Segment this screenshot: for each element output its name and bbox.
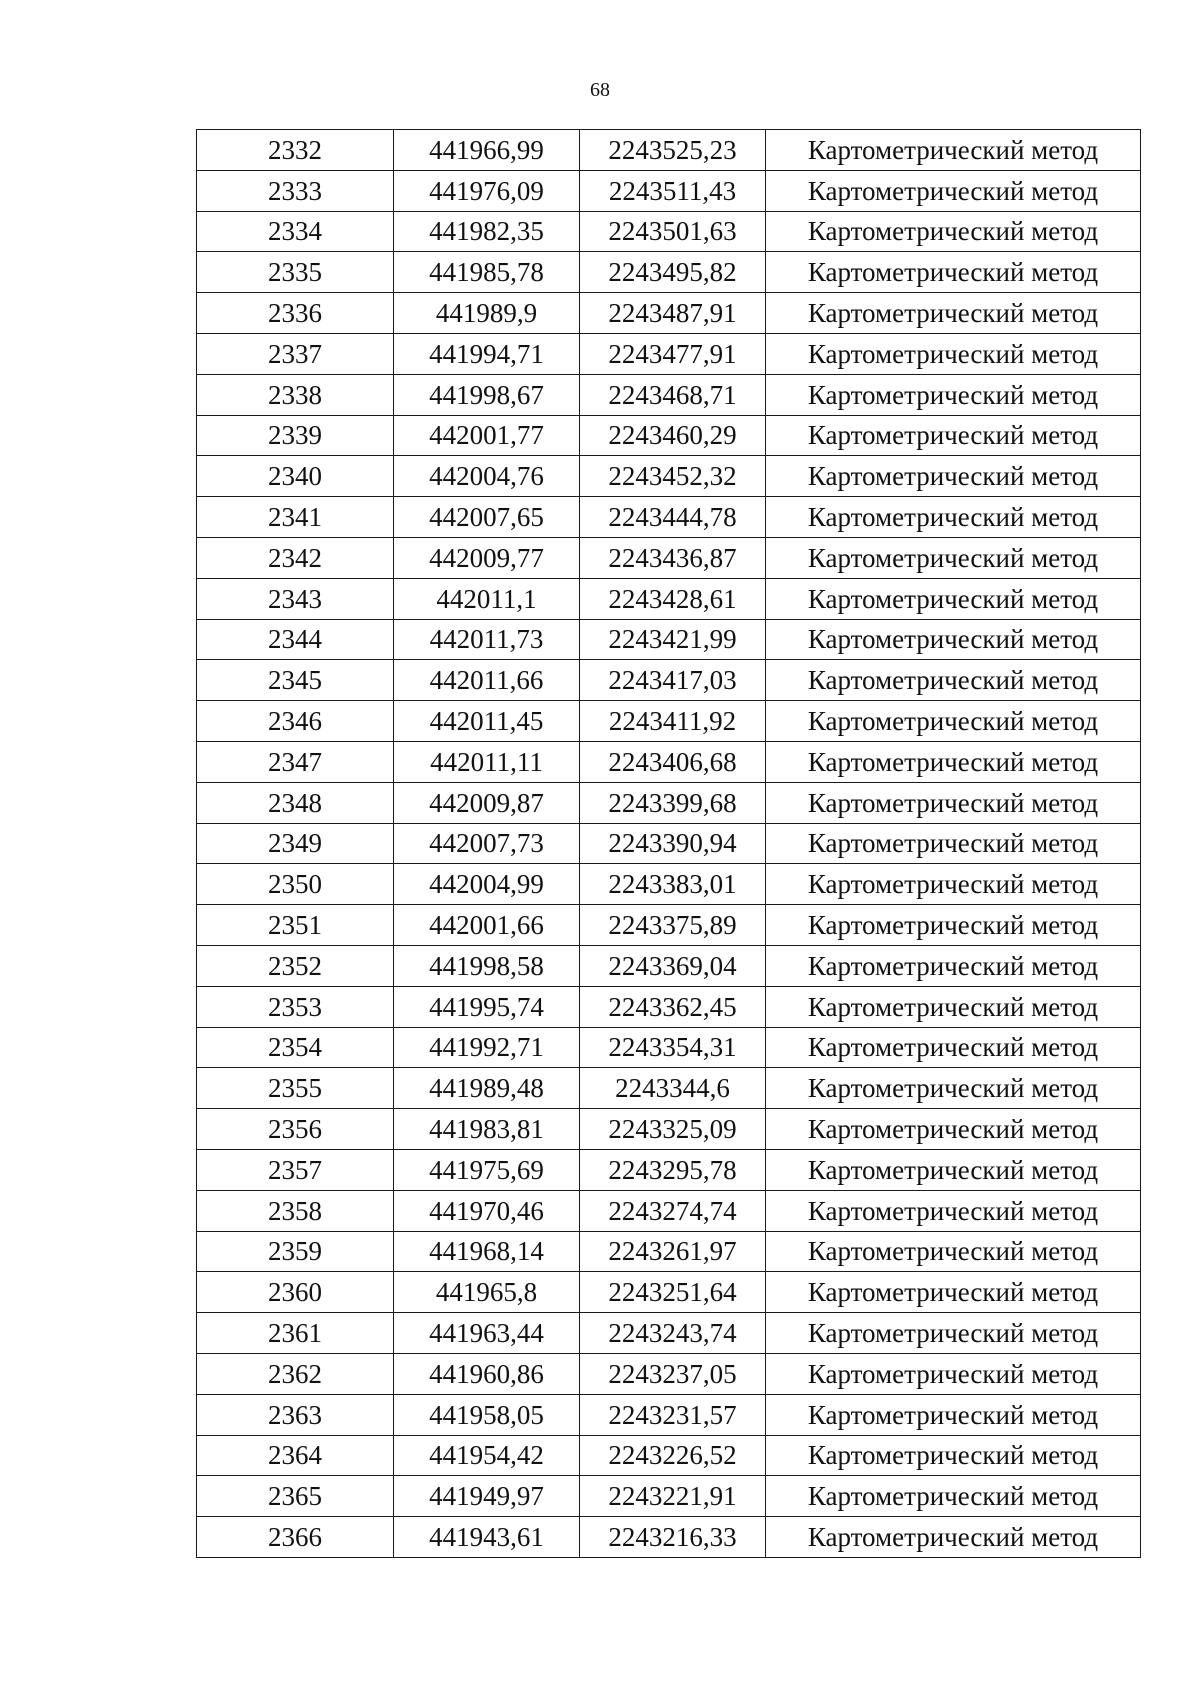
point-number-cell: 2343 xyxy=(197,578,394,619)
table-row xyxy=(197,252,1141,293)
x-coordinate-cell: 441989,48 xyxy=(394,1068,580,1109)
method-cell: Картометрический метод xyxy=(766,497,1141,538)
table-row xyxy=(197,1231,1141,1272)
method-cell: Картометрический метод xyxy=(766,130,1141,171)
point-number-cell: 2362 xyxy=(197,1353,394,1394)
y-coordinate-cell: 2243428,61 xyxy=(580,578,766,619)
x-coordinate-cell: 441958,05 xyxy=(394,1394,580,1435)
x-coordinate-cell: 442007,65 xyxy=(394,497,580,538)
y-coordinate-cell: 2243525,23 xyxy=(580,130,766,171)
method-cell: Картометрический метод xyxy=(766,211,1141,252)
point-number-cell: 2356 xyxy=(197,1109,394,1150)
y-coordinate-cell: 2243325,09 xyxy=(580,1109,766,1150)
y-coordinate-cell: 2243468,71 xyxy=(580,374,766,415)
y-coordinate-cell: 2243399,68 xyxy=(580,782,766,823)
x-coordinate-cell: 442011,11 xyxy=(394,741,580,782)
point-number-cell: 2364 xyxy=(197,1435,394,1476)
coordinates-table-body xyxy=(197,130,1141,1558)
point-number-cell: 2345 xyxy=(197,660,394,701)
x-coordinate-cell: 441965,8 xyxy=(394,1272,580,1313)
table-row xyxy=(197,374,1141,415)
table-row xyxy=(197,782,1141,823)
y-coordinate-cell: 2243369,04 xyxy=(580,945,766,986)
y-coordinate-cell: 2243383,01 xyxy=(580,864,766,905)
x-coordinate-cell: 442011,45 xyxy=(394,701,580,742)
table-row xyxy=(197,1190,1141,1231)
method-cell: Картометрический метод xyxy=(766,537,1141,578)
point-number-cell: 2363 xyxy=(197,1394,394,1435)
point-number-cell: 2341 xyxy=(197,497,394,538)
coordinates-table xyxy=(196,129,1141,1558)
method-cell: Картометрический метод xyxy=(766,293,1141,334)
point-number-cell: 2338 xyxy=(197,374,394,415)
method-cell: Картометрический метод xyxy=(766,1190,1141,1231)
table-row xyxy=(197,660,1141,701)
point-number-cell: 2349 xyxy=(197,823,394,864)
x-coordinate-cell: 442011,1 xyxy=(394,578,580,619)
y-coordinate-cell: 2243501,63 xyxy=(580,211,766,252)
x-coordinate-cell: 441954,42 xyxy=(394,1435,580,1476)
point-number-cell: 2339 xyxy=(197,415,394,456)
y-coordinate-cell: 2243237,05 xyxy=(580,1353,766,1394)
x-coordinate-cell: 441985,78 xyxy=(394,252,580,293)
x-coordinate-cell: 442001,66 xyxy=(394,905,580,946)
method-cell: Картометрический метод xyxy=(766,823,1141,864)
table-row xyxy=(197,1068,1141,1109)
x-coordinate-cell: 441989,9 xyxy=(394,293,580,334)
x-coordinate-cell: 441995,74 xyxy=(394,986,580,1027)
x-coordinate-cell: 441998,67 xyxy=(394,374,580,415)
point-number-cell: 2353 xyxy=(197,986,394,1027)
table-row xyxy=(197,170,1141,211)
y-coordinate-cell: 2243221,91 xyxy=(580,1476,766,1517)
y-coordinate-cell: 2243226,52 xyxy=(580,1435,766,1476)
y-coordinate-cell: 2243354,31 xyxy=(580,1027,766,1068)
y-coordinate-cell: 2243477,91 xyxy=(580,333,766,374)
x-coordinate-cell: 442004,76 xyxy=(394,456,580,497)
method-cell: Картометрический метод xyxy=(766,1109,1141,1150)
method-cell: Картометрический метод xyxy=(766,986,1141,1027)
table-row xyxy=(197,1435,1141,1476)
y-coordinate-cell: 2243487,91 xyxy=(580,293,766,334)
point-number-cell: 2332 xyxy=(197,130,394,171)
y-coordinate-cell: 2243452,32 xyxy=(580,456,766,497)
method-cell: Картометрический метод xyxy=(766,578,1141,619)
point-number-cell: 2358 xyxy=(197,1190,394,1231)
method-cell: Картометрический метод xyxy=(766,1149,1141,1190)
point-number-cell: 2333 xyxy=(197,170,394,211)
table-row xyxy=(197,415,1141,456)
x-coordinate-cell: 442009,77 xyxy=(394,537,580,578)
y-coordinate-cell: 2243421,99 xyxy=(580,619,766,660)
table-row xyxy=(197,1476,1141,1517)
table-row xyxy=(197,945,1141,986)
table-row xyxy=(197,823,1141,864)
point-number-cell: 2348 xyxy=(197,782,394,823)
y-coordinate-cell: 2243231,57 xyxy=(580,1394,766,1435)
y-coordinate-cell: 2243251,64 xyxy=(580,1272,766,1313)
method-cell: Картометрический метод xyxy=(766,782,1141,823)
point-number-cell: 2342 xyxy=(197,537,394,578)
x-coordinate-cell: 441966,99 xyxy=(394,130,580,171)
table-row xyxy=(197,497,1141,538)
x-coordinate-cell: 441982,35 xyxy=(394,211,580,252)
y-coordinate-cell: 2243511,43 xyxy=(580,170,766,211)
point-number-cell: 2340 xyxy=(197,456,394,497)
table-row xyxy=(197,293,1141,334)
x-coordinate-cell: 441976,09 xyxy=(394,170,580,211)
x-coordinate-cell: 441970,46 xyxy=(394,1190,580,1231)
method-cell: Картометрический метод xyxy=(766,1313,1141,1354)
point-number-cell: 2336 xyxy=(197,293,394,334)
table-row xyxy=(197,1517,1141,1558)
point-number-cell: 2346 xyxy=(197,701,394,742)
y-coordinate-cell: 2243444,78 xyxy=(580,497,766,538)
y-coordinate-cell: 2243460,29 xyxy=(580,415,766,456)
x-coordinate-cell: 442011,66 xyxy=(394,660,580,701)
method-cell: Картометрический метод xyxy=(766,415,1141,456)
x-coordinate-cell: 441968,14 xyxy=(394,1231,580,1272)
table-row xyxy=(197,986,1141,1027)
x-coordinate-cell: 442001,77 xyxy=(394,415,580,456)
method-cell: Картометрический метод xyxy=(766,660,1141,701)
y-coordinate-cell: 2243495,82 xyxy=(580,252,766,293)
table-row xyxy=(197,905,1141,946)
point-number-cell: 2366 xyxy=(197,1517,394,1558)
method-cell: Картометрический метод xyxy=(766,1394,1141,1435)
x-coordinate-cell: 441943,61 xyxy=(394,1517,580,1558)
page-number: 68 xyxy=(590,79,610,101)
method-cell: Картометрический метод xyxy=(766,1272,1141,1313)
point-number-cell: 2359 xyxy=(197,1231,394,1272)
y-coordinate-cell: 2243216,33 xyxy=(580,1517,766,1558)
table-row xyxy=(197,211,1141,252)
point-number-cell: 2350 xyxy=(197,864,394,905)
method-cell: Картометрический метод xyxy=(766,701,1141,742)
table-row xyxy=(197,1353,1141,1394)
x-coordinate-cell: 442004,99 xyxy=(394,864,580,905)
method-cell: Картометрический метод xyxy=(766,1027,1141,1068)
y-coordinate-cell: 2243295,78 xyxy=(580,1149,766,1190)
method-cell: Картометрический метод xyxy=(766,619,1141,660)
method-cell: Картометрический метод xyxy=(766,456,1141,497)
point-number-cell: 2361 xyxy=(197,1313,394,1354)
table-row xyxy=(197,1313,1141,1354)
x-coordinate-cell: 441992,71 xyxy=(394,1027,580,1068)
method-cell: Картометрический метод xyxy=(766,905,1141,946)
x-coordinate-cell: 442011,73 xyxy=(394,619,580,660)
x-coordinate-cell: 441963,44 xyxy=(394,1313,580,1354)
point-number-cell: 2360 xyxy=(197,1272,394,1313)
point-number-cell: 2335 xyxy=(197,252,394,293)
table-row xyxy=(197,578,1141,619)
y-coordinate-cell: 2243406,68 xyxy=(580,741,766,782)
y-coordinate-cell: 2243390,94 xyxy=(580,823,766,864)
method-cell: Картометрический метод xyxy=(766,374,1141,415)
table-row xyxy=(197,456,1141,497)
point-number-cell: 2354 xyxy=(197,1027,394,1068)
point-number-cell: 2344 xyxy=(197,619,394,660)
x-coordinate-cell: 442009,87 xyxy=(394,782,580,823)
point-number-cell: 2365 xyxy=(197,1476,394,1517)
method-cell: Картометрический метод xyxy=(766,1476,1141,1517)
point-number-cell: 2355 xyxy=(197,1068,394,1109)
table-row xyxy=(197,537,1141,578)
y-coordinate-cell: 2243417,03 xyxy=(580,660,766,701)
method-cell: Картометрический метод xyxy=(766,1068,1141,1109)
y-coordinate-cell: 2243436,87 xyxy=(580,537,766,578)
table-row xyxy=(197,741,1141,782)
y-coordinate-cell: 2243274,74 xyxy=(580,1190,766,1231)
point-number-cell: 2334 xyxy=(197,211,394,252)
method-cell: Картометрический метод xyxy=(766,1353,1141,1394)
y-coordinate-cell: 2243344,6 xyxy=(580,1068,766,1109)
x-coordinate-cell: 441983,81 xyxy=(394,1109,580,1150)
point-number-cell: 2347 xyxy=(197,741,394,782)
table-row xyxy=(197,1394,1141,1435)
x-coordinate-cell: 441998,58 xyxy=(394,945,580,986)
point-number-cell: 2357 xyxy=(197,1149,394,1190)
y-coordinate-cell: 2243411,92 xyxy=(580,701,766,742)
y-coordinate-cell: 2243261,97 xyxy=(580,1231,766,1272)
method-cell: Картометрический метод xyxy=(766,1231,1141,1272)
method-cell: Картометрический метод xyxy=(766,945,1141,986)
x-coordinate-cell: 441975,69 xyxy=(394,1149,580,1190)
table-row xyxy=(197,1149,1141,1190)
table-row xyxy=(197,1272,1141,1313)
x-coordinate-cell: 441960,86 xyxy=(394,1353,580,1394)
table-row xyxy=(197,619,1141,660)
x-coordinate-cell: 442007,73 xyxy=(394,823,580,864)
table-row xyxy=(197,1109,1141,1150)
table-row xyxy=(197,1027,1141,1068)
method-cell: Картометрический метод xyxy=(766,864,1141,905)
table-row xyxy=(197,701,1141,742)
method-cell: Картометрический метод xyxy=(766,1435,1141,1476)
method-cell: Картометрический метод xyxy=(766,252,1141,293)
y-coordinate-cell: 2243243,74 xyxy=(580,1313,766,1354)
point-number-cell: 2337 xyxy=(197,333,394,374)
x-coordinate-cell: 441949,97 xyxy=(394,1476,580,1517)
y-coordinate-cell: 2243362,45 xyxy=(580,986,766,1027)
x-coordinate-cell: 441994,71 xyxy=(394,333,580,374)
method-cell: Картометрический метод xyxy=(766,1517,1141,1558)
table-row xyxy=(197,333,1141,374)
method-cell: Картометрический метод xyxy=(766,741,1141,782)
table-row xyxy=(197,864,1141,905)
method-cell: Картометрический метод xyxy=(766,170,1141,211)
point-number-cell: 2352 xyxy=(197,945,394,986)
y-coordinate-cell: 2243375,89 xyxy=(580,905,766,946)
point-number-cell: 2351 xyxy=(197,905,394,946)
method-cell: Картометрический метод xyxy=(766,333,1141,374)
table-row xyxy=(197,130,1141,171)
